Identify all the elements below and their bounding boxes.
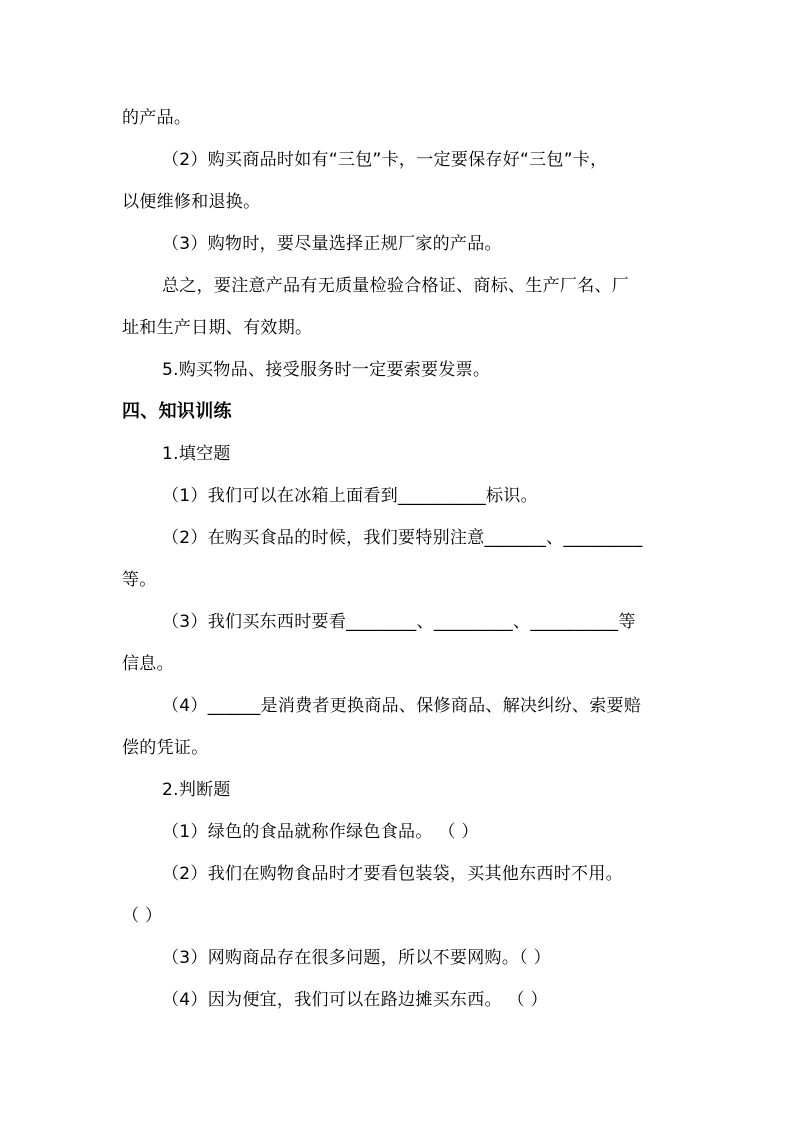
text-line: 的产品。: [122, 108, 192, 128]
text-line: 以便维修和退换。: [122, 192, 261, 212]
question-line: 等。: [122, 570, 157, 590]
question-line: （1）绿色的食品就称作绿色食品。 （ ）: [162, 822, 479, 842]
subsection-heading: 2.判断题: [162, 780, 231, 800]
question-line: （4）因为便宜，我们可以在路边摊买东西。 （ ）: [162, 990, 548, 1010]
text-line: 址和生产日期、有效期。: [122, 318, 313, 338]
question-line: 信息。: [122, 654, 174, 674]
text-line: （3）购物时，要尽量选择正规厂家的产品。: [162, 234, 502, 254]
question-line: 偿的凭证。: [122, 738, 209, 758]
subsection-heading: 1.填空题: [162, 444, 231, 464]
section-heading: 四、知识训练: [122, 401, 232, 422]
question-line: （4）______是消费者更换商品、保修商品、解决纠纷、索要赔: [162, 696, 642, 716]
question-line: （2）在购买食品的时候，我们要特别注意_______、_________: [162, 528, 643, 548]
question-line: （ ）: [122, 906, 163, 926]
text-line: 总之，要注意产品有无质量检验合格证、商标、生产厂名、厂: [162, 276, 630, 296]
question-line: （3）网购商品存在很多问题，所以不要网购。（ ）: [162, 948, 551, 968]
question-line: （1）我们可以在冰箱上面看到__________标识。: [162, 486, 538, 506]
question-line: （2）我们在购物食品时才要看包装袋，买其他东西时不用。: [162, 864, 623, 884]
text-line: （2）购买商品时如有“三包”卡，一定要保存好“三包”卡，: [162, 150, 608, 170]
text-line: 5.购买物品、接受服务时一定要索要发票。: [162, 360, 491, 380]
question-line: （3）我们买东西时要看________、_________、__________等: [162, 612, 636, 632]
